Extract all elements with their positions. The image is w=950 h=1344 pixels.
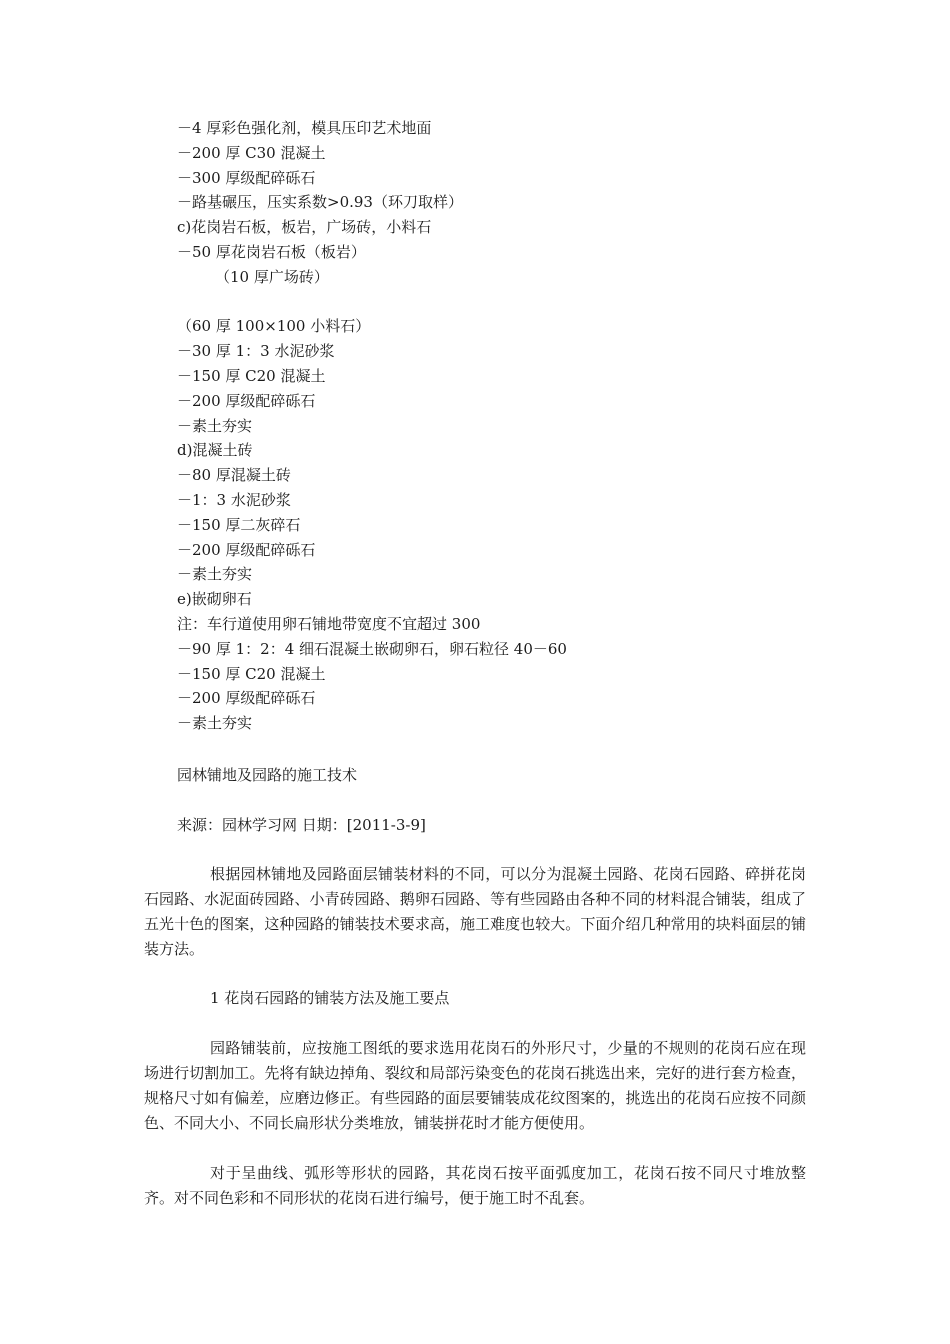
spec-line: －素土夯实: [177, 565, 253, 584]
spec-line: －200 厚级配碎砾石: [177, 540, 316, 559]
spec-line: －200 厚级配碎砾石: [177, 391, 316, 410]
spec-blank-line: [177, 290, 817, 315]
spec-line: －1：3 水泥砂浆: [177, 490, 291, 509]
spec-line: －200 厚 C30 混凝土: [177, 143, 326, 162]
spec-line: －30 厚 1：3 水泥砂浆: [177, 342, 335, 361]
spec-heading: e)嵌砌卵石: [177, 590, 252, 609]
spec-line: －素土夯实: [177, 416, 253, 435]
spec-line: －80 厚混凝土砖: [177, 466, 291, 485]
spec-line: －路基碾压，压实系数>0.93（环刀取样）: [177, 193, 463, 212]
article-source-date: 来源：园林学习网 日期：[2011-3-9]: [177, 816, 426, 834]
spec-line: －150 厚 C20 混凝土: [177, 664, 326, 683]
spec-line: －90 厚 1：2：4 细石混凝土嵌砌卵石，卵石粒径 40－60: [177, 639, 567, 658]
spec-line: －300 厚级配碎砾石: [177, 168, 316, 187]
spec-line: －50 厚花岗岩石板（板岩）: [177, 242, 366, 261]
paving-spec-list: [177, 116, 817, 736]
spec-line: －素土夯实: [177, 714, 253, 733]
article-paragraph: 根据园林铺地及园路面层铺装材料的不同，可以分为混凝土园路、花岗石园路、碎拼花岗石园路、水泥面砖园路、小青砖园路、鹅卵石园路、等有些园路由各种不同的材料混合铺装，组成了五光十色的图案，这种园路的铺装技术要求高，施工难度也较大。下面介绍几种常用的块料面层的铺装方法。: [144, 865, 806, 958]
spec-heading: c)花岗岩石板，板岩，广场砖，小料石: [177, 218, 432, 237]
spec-line: －4 厚彩色强化剂，模具压印艺术地面: [177, 119, 432, 137]
spec-line: （10 厚广场砖）: [215, 267, 329, 286]
section-heading: 1 花岗石园路的铺装方法及施工要点: [210, 989, 450, 1007]
article-title: 园林铺地及园路的施工技术: [177, 766, 358, 784]
spec-line: －150 厚 C20 混凝土: [177, 366, 326, 385]
spec-note: 注：车行道使用卵石铺地带宽度不宜超过 300: [177, 614, 481, 633]
spec-heading: d)混凝土砖: [177, 441, 253, 460]
spec-line: －150 厚二灰碎石: [177, 515, 301, 534]
article-paragraph: 园路铺装前，应按施工图纸的要求选用花岗石的外形尺寸，少量的不规则的花岗石应在现场进行切割加工。先将有缺边掉角、裂纹和局部污染变色的花岗石挑选出来，完好的进行套方检查，规格尺寸如有偏差，应磨边修正。有些园路的面层要铺装成花纹图案的，挑选出的花岗石应按不同颜色、不同大小、不同长扁形状分类堆放，铺装拼花时才能方便使用。: [144, 1039, 806, 1132]
spec-line: （60 厚 100×100 小料石）: [177, 317, 371, 336]
article-paragraph: 对于呈曲线、弧形等形状的园路，其花岗石按平面弧度加工，花岗石按不同尺寸堆放整齐。对不同色彩和不同形状的花岗石进行编号，便于施工时不乱套。: [144, 1164, 806, 1207]
spec-line: －200 厚级配碎砾石: [177, 689, 316, 708]
